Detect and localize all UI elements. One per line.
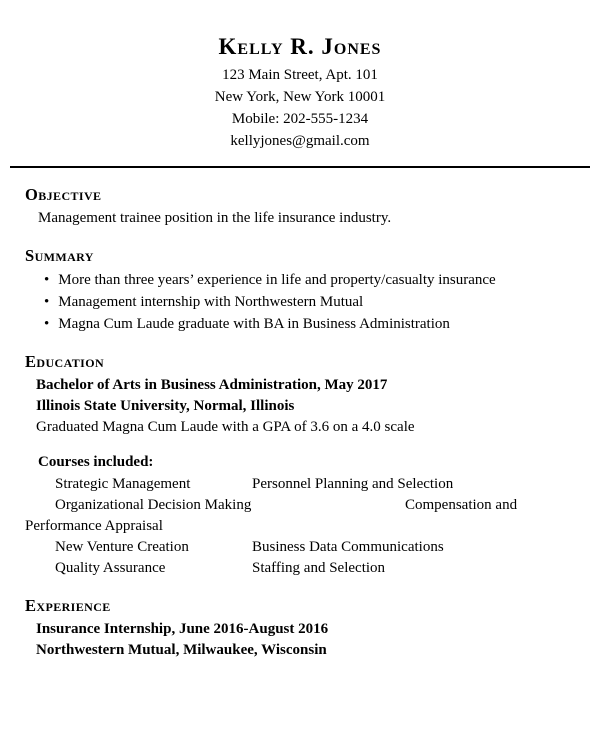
person-name: Kelly R. Jones: [218, 34, 382, 59]
summary-bullet: [25, 269, 575, 291]
address-line-1: 123 Main Street, Apt. 101: [222, 67, 378, 83]
objective-section: [25, 185, 575, 229]
summary-bullet: [25, 313, 575, 335]
summary-bullet: [25, 291, 575, 313]
experience-title: Insurance Internship, June 2016-August 2016: [36, 621, 329, 637]
course-row: [25, 558, 575, 579]
education-heading: Education: [25, 352, 105, 371]
course-item: Quality Assurance: [55, 560, 166, 576]
education-gpa: Graduated Magna Cum Laude with a GPA of 3.6 on a 4.0 scale: [36, 419, 415, 435]
course-item-wrapped: Performance Appraisal: [25, 518, 163, 534]
summary-bullet-text: Magna Cum Laude graduate with BA in Business Administration: [58, 316, 450, 332]
course-item: Staffing and Selection: [252, 560, 386, 576]
bullet-icon: •: [44, 316, 50, 332]
summary-heading: Summary: [25, 246, 94, 265]
address-line-2: New York, New York 10001: [214, 89, 386, 105]
summary-section: [25, 246, 575, 335]
resume-header: [25, 34, 575, 152]
bullet-icon: •: [44, 294, 50, 310]
objective-heading: Objective: [25, 185, 102, 204]
experience-company: Northwestern Mutual, Milwaukee, Wisconsin: [36, 642, 327, 658]
course-row: [25, 495, 575, 516]
course-item: Personnel Planning and Selection: [252, 476, 454, 492]
email-line: kellyjones@gmail.com: [230, 133, 370, 149]
bullet-icon: •: [44, 272, 50, 288]
phone-line: Mobile: 202-555-1234: [231, 111, 369, 127]
experience-heading: Experience: [25, 596, 111, 615]
course-item: Organizational Decision Making: [55, 497, 252, 513]
header-divider: [10, 166, 590, 168]
course-item: Compensation and: [405, 497, 518, 513]
course-row: [25, 474, 575, 495]
course-item: Business Data Communications: [252, 539, 444, 555]
summary-bullet-text: More than three years’ experience in life and property/casualty insurance: [58, 272, 496, 288]
objective-text: Management trainee position in the life insurance industry.: [38, 210, 392, 226]
course-item: New Venture Creation: [55, 539, 189, 555]
summary-bullet-text: Management internship with Northwestern Mutual: [58, 294, 364, 310]
education-section: [25, 352, 575, 579]
course-row: [25, 537, 575, 558]
course-item: Strategic Management: [55, 476, 191, 492]
experience-section: [25, 596, 575, 661]
courses-label: Courses included:: [38, 454, 154, 470]
education-school: Illinois State University, Normal, Illinois: [36, 398, 295, 414]
education-degree: Bachelor of Arts in Business Administration, May 2017: [36, 377, 388, 393]
